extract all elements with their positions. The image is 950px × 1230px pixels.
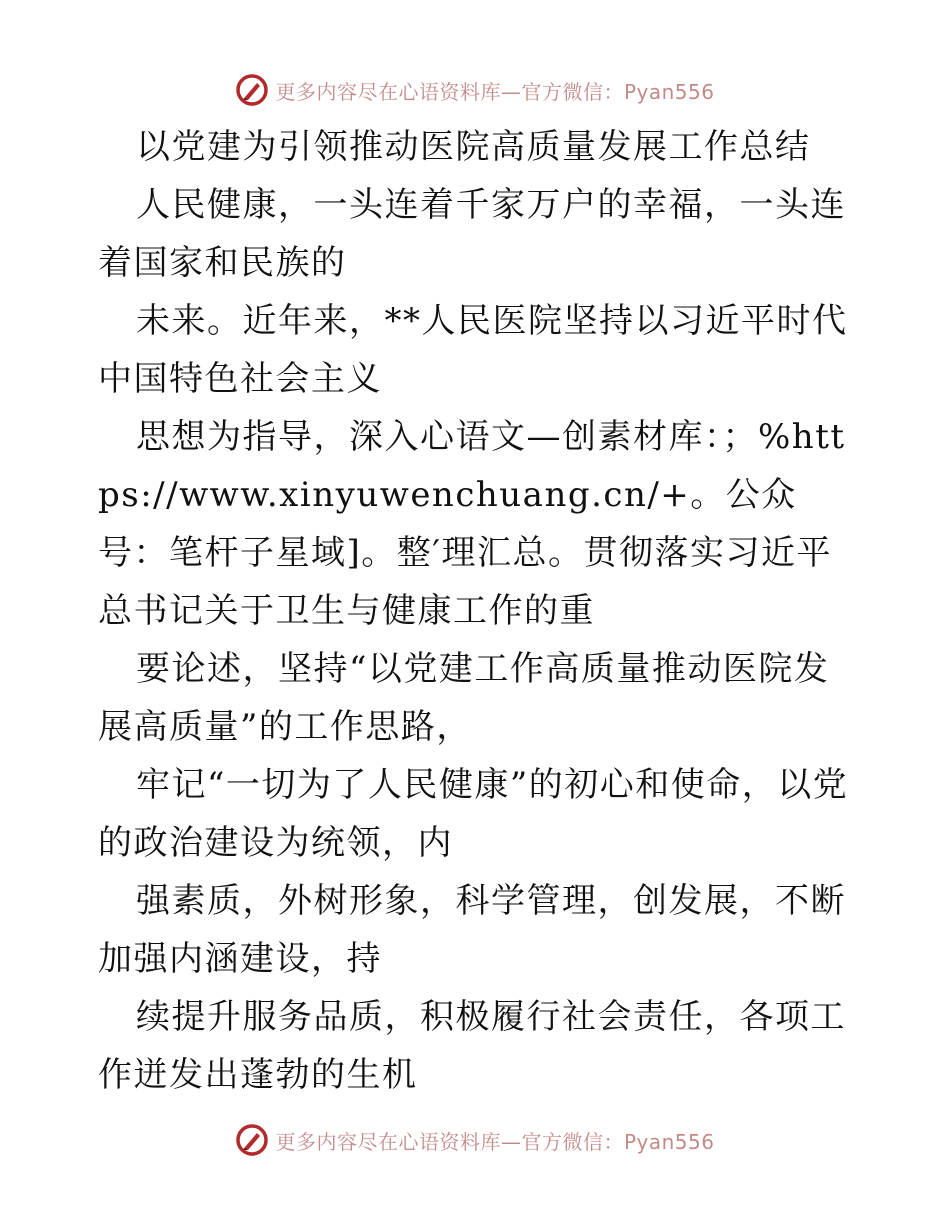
footer-banner-text: 更多内容尽在心语资料库—官方微信：Pyan556	[275, 1129, 715, 1154]
paragraph: 思想为指导，深入心语文—创素材库：；%https://www.xinyuwenchuang.cn/+。公众号：笔杆子星域]。整′理汇总。贯彻落实习近平总书记关于卫生与健康工作的重	[98, 417, 846, 631]
paragraph: 牢记“一切为了人民健康”的初心和使命，以党的政治建设为统领，内	[98, 765, 849, 863]
paragraph: 续提升服务品质，积极履行社会责任，各项工作迸发出蓬勃的生机	[98, 997, 846, 1095]
paragraph: 要论述，坚持“以党建工作高质量推动医院发展高质量”的工作思路，	[98, 649, 830, 747]
red-circle-pen-logo-icon	[235, 73, 269, 107]
header-banner	[0, 70, 950, 110]
footer-banner	[0, 1120, 950, 1160]
paragraph: 未来。近年来，**人民医院坚持以习近平时代中国特色社会主义	[98, 301, 848, 399]
document-title: 以党建为引领推动医院高质量发展工作总结	[136, 127, 811, 167]
paragraph: 人民健康，一头连着千家万户的幸福，一头连着国家和民族的	[98, 185, 846, 283]
paragraph: 强素质，外树形象，科学管理，创发展，不断加强内涵建设，持	[98, 881, 846, 979]
red-circle-pen-logo-icon	[235, 1123, 269, 1157]
document-body	[98, 118, 858, 1104]
header-banner-text: 更多内容尽在心语资料库—官方微信：Pyan556	[275, 79, 715, 104]
